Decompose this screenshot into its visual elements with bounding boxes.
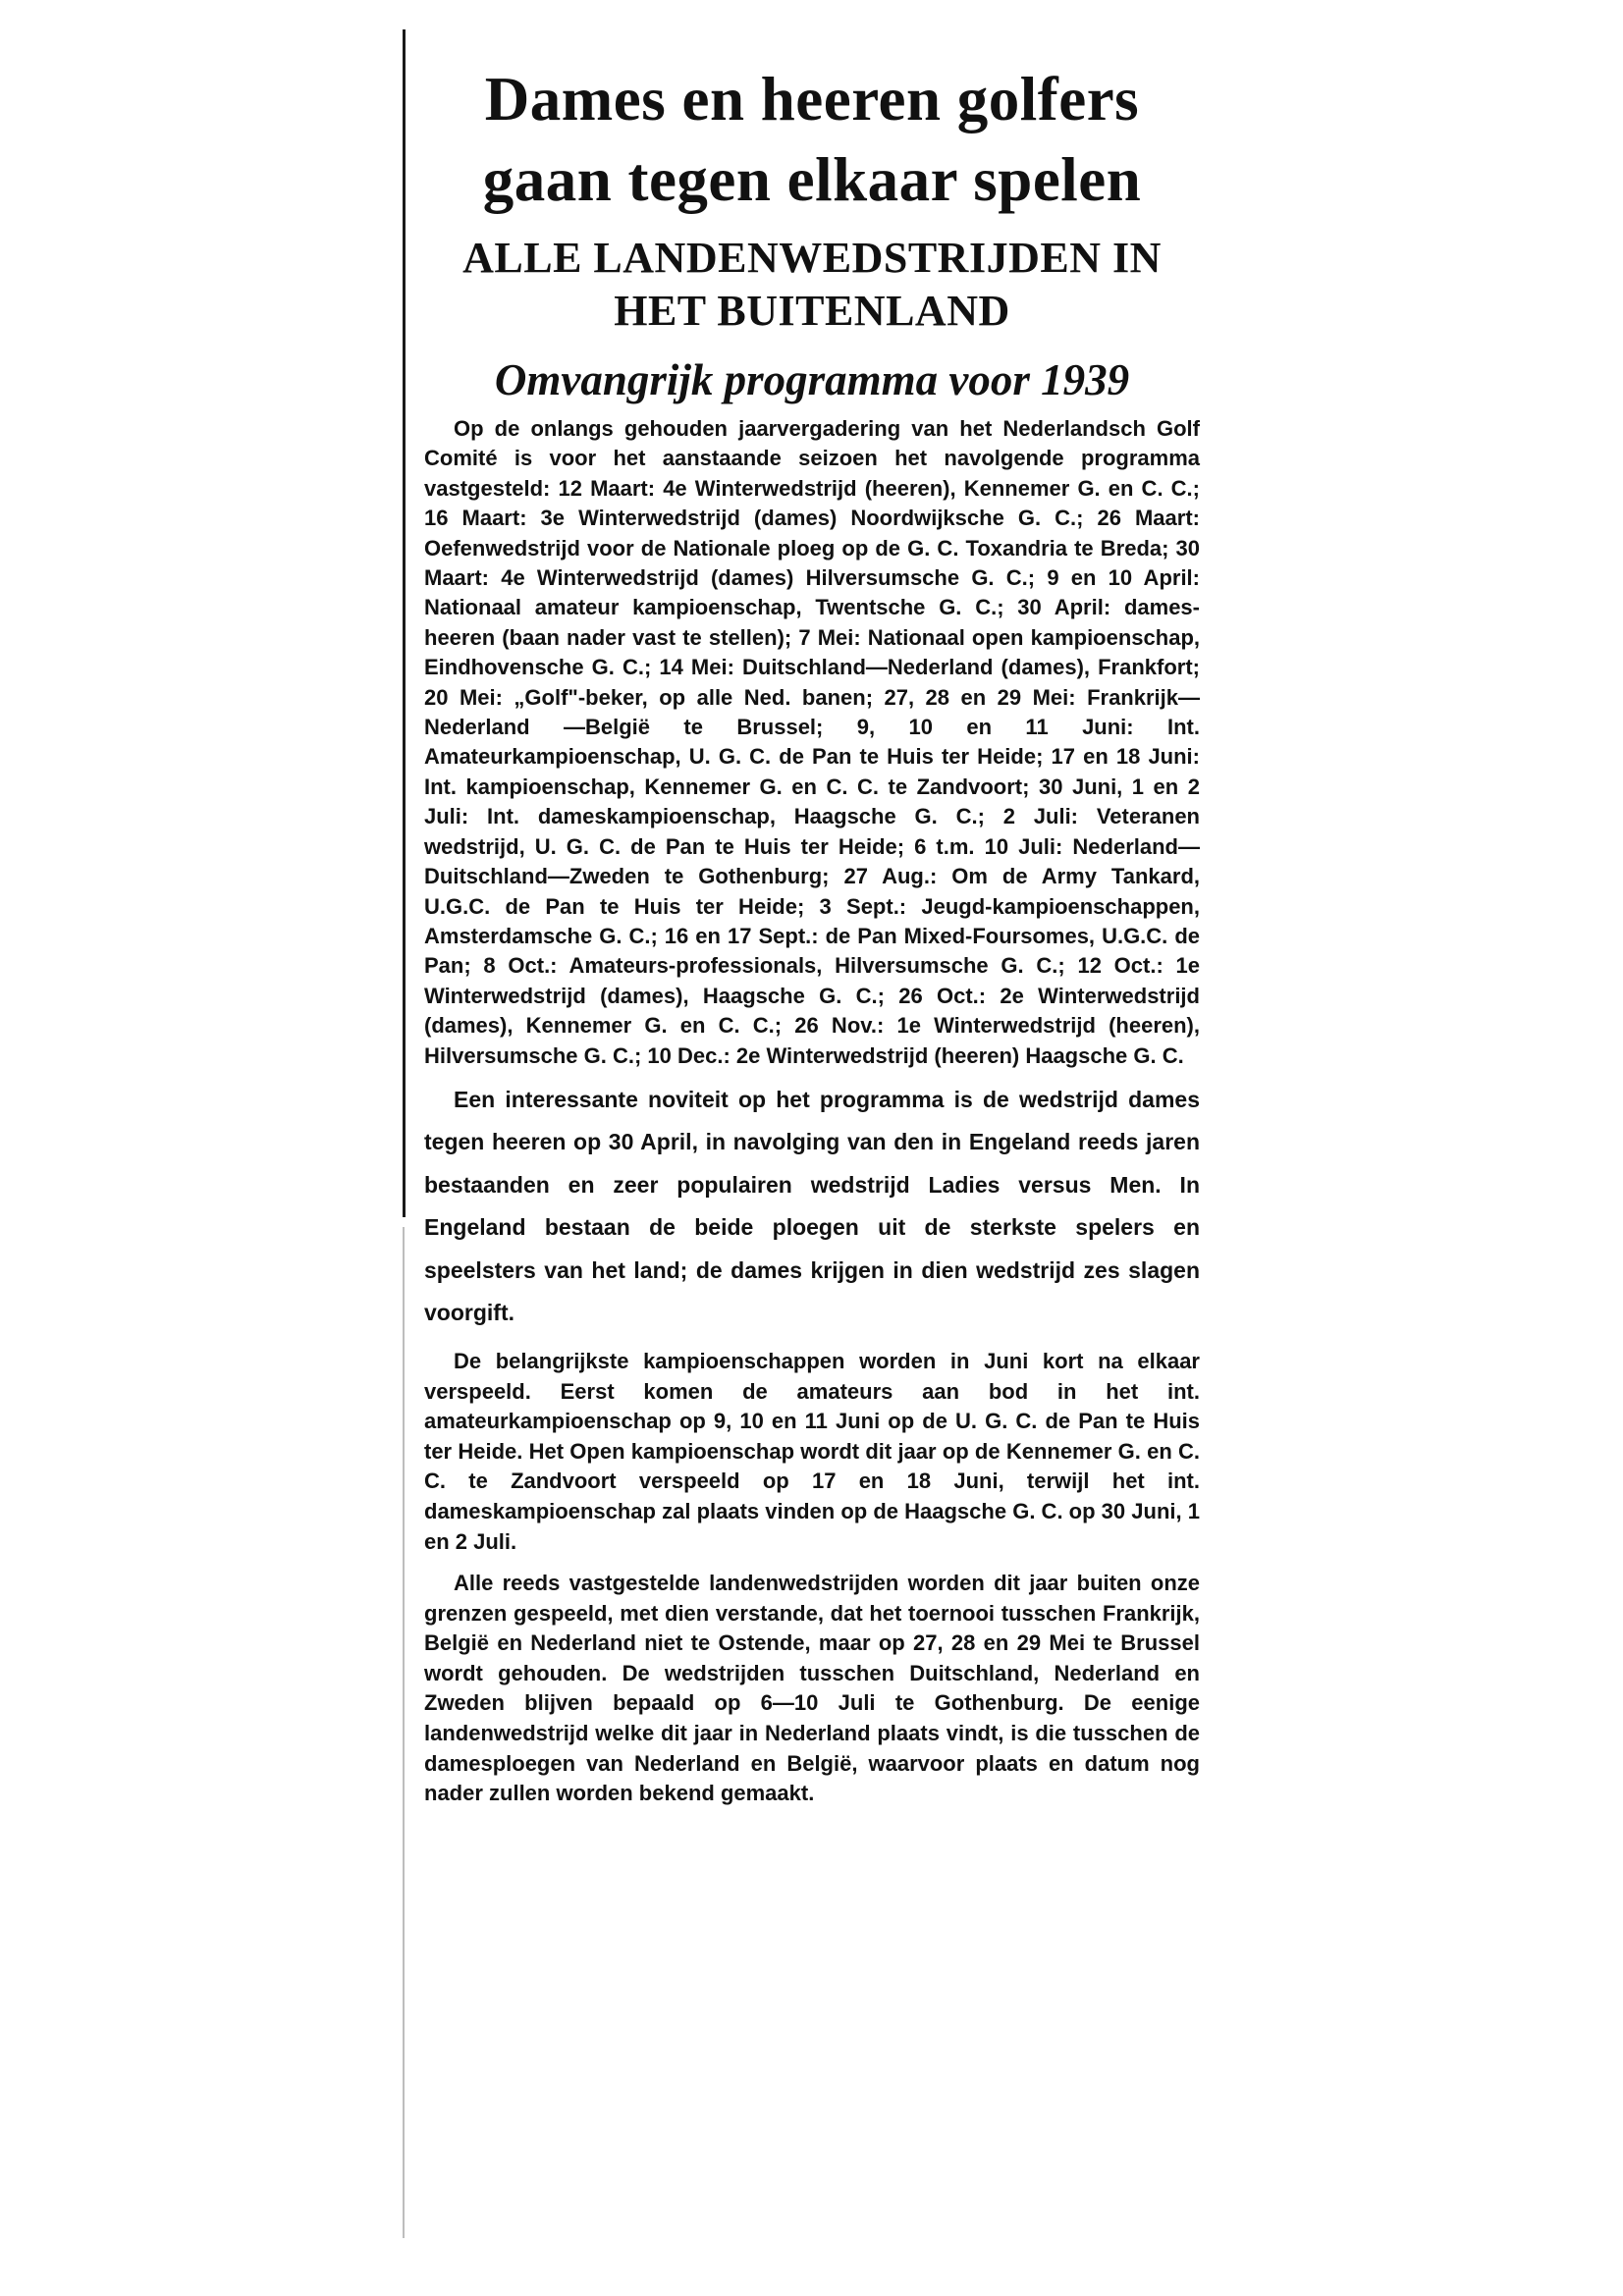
article-tagline: Omvangrijk programma voor 1939 (494, 355, 1130, 404)
article-subhead: ALLE LANDENWEDSTRIJDEN IN HET BUITENLAND (462, 234, 1162, 335)
article-headline: Dames en heeren golfers gaan tegen elkaar spelen (482, 65, 1142, 214)
article-paragraph-championships: De belangrijkste kampioenschappen worden in Juni kort na elkaar verspeeld. Eerst komen de amateurs aan bod in het int. amateurkampioenschap op 9, 10 en 11 Juni op de U. G. C. de Pan te Huis ter Heide. Het Open kampioenschap wordt dit jaar op de Kennemer G. en C. C. te Zandvoort verspeeld op 17 en 18 Juni, terwijl het int. dameskampioenschap zal plaats vinden op de Haagsche G. C. op 30 Juni, 1 en 2 Juli. (424, 1348, 1200, 1554)
article-paragraph-novelty: Een interessante noviteit op het programma is de wedstrijd dames tegen heeren op 30 April, in navolging van den in Engeland reeds jaren bestaanden en zeer populairen wedstrijd Ladies versus Men. In Engeland bestaan de beide ploegen uit de sterkste spelers en speelsters van het land; de dames krijgen in dien wedstrijd zes slagen voorgift. (424, 1086, 1200, 1326)
column-rule (403, 29, 406, 1217)
article-paragraph-internationals: Alle reeds vastgestelde landenwedstrijden worden dit jaar buiten onze grenzen gespeeld, met dien verstande, dat het toernooi tusschen Frankrijk, België en Nederland niet te Ostende, maar op 27, 28 en 29 Mei te Brussel wordt gehouden. De wedstrijden tusschen Duitschland, Nederland en Zweden blijven bepaald op 6—10 Juli te Gothenburg. De eenige landenwedstrijd welke dit jaar in Nederland plaats vindt, is die tusschen de damesploegen van Nederland en België, waarvoor plaats en datum nog nader zullen worden bekend gemaakt. (424, 1571, 1200, 1806)
column-rule-lower (403, 1227, 405, 2238)
article-paragraph-schedule: Op de onlangs gehouden jaarvergadering van het Nederlandsch Golf Comité is voor het aanstaande seizoen het navolgende programma vastgesteld: 12 Maart: 4e Winterwedstrijd (heeren), Kennemer G. en C. C.; 16 Maart: 3e Winterwedstrijd (dames) Noordwijksche G. C.; 26 Maart: Oefenwedstrijd voor de Nationale ploeg op de G. C. Toxandria te Breda; 30 Maart: 4e Winterwedstrijd (dames) Hilversumsche G. C.; 9 en 10 April: Nationaal amateur kampioenschap, Twentsche G. C.; 30 April: dames-heeren (baan nader vast te stellen); 7 Mei: Nationaal open kampioenschap, Eindhovensche G. C.; 14 Mei: Duitschland—Nederland (dames), Frankfort; 20 Mei: „Golf"-beker, op alle Ned. banen; 27, 28 en 29 Mei: Frankrijk—Nederland —België te Brussel; 9, 10 en 11 Juni: Int. Amateurkampioenschap, U. G. C. de Pan te Huis ter Heide; 17 en 18 Juni: Int. kampioenschap, Kennemer G. en C. C. te Zandvoort; 30 Juni, 1 en 2 Juli: Int. dameskampioenschap, Haagsche G. C.; 2 Juli: Veteranen wedstrijd, U. G. C. de Pan te Huis ter Heide; 6 t.m. 10 Juli: Nederland—Duitschland—Zweden te Gothenburg; 27 Aug.: Om de Army Tankard, U.G.C. de Pan te Huis ter Heide; 3 Sept.: Jeugd-kampioenschappen, Amsterdamsche G. C.; 16 en 17 Sept.: de Pan Mixed-Foursomes, U.G.C. de Pan; 8 Oct.: Amateurs-professionals, Hilversumsche G. C.; 12 Oct.: 1e Winterwedstrijd (dames), Haagsche G. C.; 26 Oct.: 2e Winterwedstrijd (dames), Kennemer G. en C. C.; 26 Nov.: 1e Winterwedstrijd (heeren), Hilversumsche G. C.; 10 Dec.: 2e Winterwedstrijd (heeren) Haagsche G. C. (424, 416, 1200, 1068)
newspaper-article (424, 59, 1200, 1809)
